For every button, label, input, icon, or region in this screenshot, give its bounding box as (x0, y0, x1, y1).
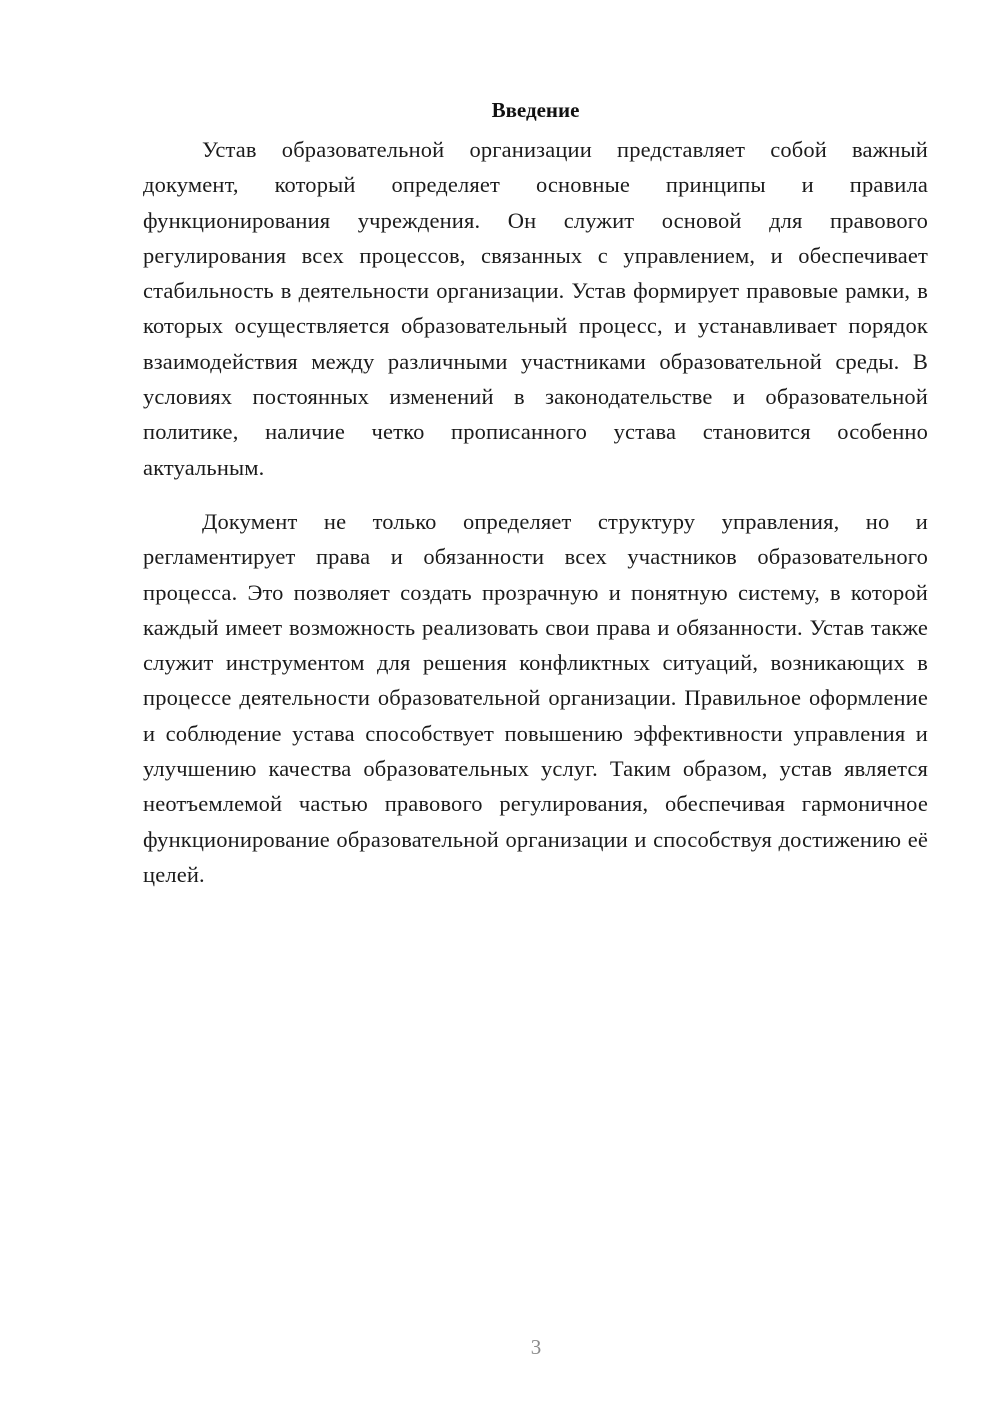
paragraph-1: Устав образовательной организации представляет собой важный документ, который определяет основные принципы и правила функционирования учреждения. Он служит основой для правового регулирования всех процессов, связанных с управлением, и обеспечивает стабильность в деятельности организации. Устав формирует правовые рамки, в которых осуществляется образовательный процесс, и устанавливает порядок взаимодействия между различными участниками образовательной среды. В условиях постоянных изменений в законодательстве и образовательной политике, наличие четко прописанного устава становится особенно актуальным. (143, 137, 928, 480)
page-content (143, 93, 928, 892)
paragraph-2: Документ не только определяет структуру управления, но и регламентирует права и обязанности всех участников образовательного процесса. Это позволяет создать прозрачную и понятную систему, в которой каждый имеет возможность реализовать свои права и обязанности. Устав также служит инструментом для решения конфликтных ситуаций, возникающих в процессе деятельности образовательной организации. Правильное оформление и соблюдение устава способствует повышению эффективности управления и улучшению качества образовательных услуг. Таким образом, устав является неотъемлемой частью правового регулирования, обеспечивая гармоничное функционирование образовательной организации и способствуя достижению её целей. (143, 508, 928, 887)
section-heading: Введение (491, 98, 580, 122)
page-number: 3 (530, 1335, 542, 1359)
